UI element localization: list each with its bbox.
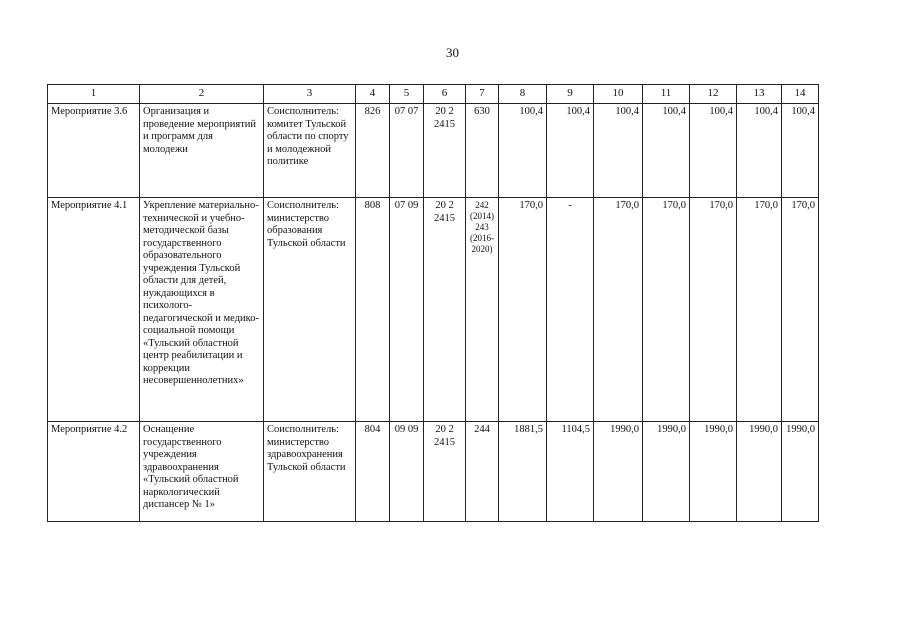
value-col-10: 170,0 <box>594 198 643 422</box>
column-header-8: 8 <box>499 85 547 104</box>
event-executor: Соисполнитель: комитет Тульской области по спорту и молодежной политике <box>264 104 356 198</box>
page-number: 30 <box>446 45 459 60</box>
column-header-9: 9 <box>547 85 594 104</box>
column-header-2: 2 <box>140 85 264 104</box>
expense-type: 630 <box>466 104 499 198</box>
table-row <box>48 104 819 198</box>
table-header <box>48 85 819 104</box>
value-col-8: 1881,5 <box>499 422 547 522</box>
target-code: 20 2 2415 <box>424 422 466 522</box>
event-id: Мероприятие 4.2 <box>48 422 140 522</box>
section-code: 07 07 <box>390 104 424 198</box>
column-header-4: 4 <box>356 85 390 104</box>
value-col-13: 170,0 <box>737 198 782 422</box>
value-col-12: 100,4 <box>690 104 737 198</box>
value-col-12: 1990,0 <box>690 422 737 522</box>
column-header-14: 14 <box>782 85 819 104</box>
expense-type: 242 (2014) 243 (2016-2020) <box>466 198 499 422</box>
target-code: 20 2 2415 <box>424 198 466 422</box>
value-col-11: 1990,0 <box>643 422 690 522</box>
value-col-8: 100,4 <box>499 104 547 198</box>
value-col-14: 170,0 <box>782 198 819 422</box>
value-col-9: 1104,5 <box>547 422 594 522</box>
column-header-10: 10 <box>594 85 643 104</box>
event-name: Укрепление материально-технической и учебно-методической базы государственного образовательного учреждения Тульской области для детей, нуждающихся в психолого-педагогической и медико-социальной помощи «Тульский областной центр реабилитации и коррекции несовершеннолетних» <box>140 198 264 422</box>
column-header-5: 5 <box>390 85 424 104</box>
event-name: Оснащение государственного учреждения здравоохранения «Тульский областной наркологический диспансер № 1» <box>140 422 264 522</box>
value-col-8: 170,0 <box>499 198 547 422</box>
value-col-11: 100,4 <box>643 104 690 198</box>
target-code: 20 2 2415 <box>424 104 466 198</box>
value-col-9: - <box>547 198 594 422</box>
table-row <box>48 422 819 522</box>
grbs-code: 808 <box>356 198 390 422</box>
value-col-13: 1990,0 <box>737 422 782 522</box>
column-header-6: 6 <box>424 85 466 104</box>
column-header-1: 1 <box>48 85 140 104</box>
event-executor: Соисполнитель: министерство образования Тульской области <box>264 198 356 422</box>
value-col-9: 100,4 <box>547 104 594 198</box>
value-col-14: 100,4 <box>782 104 819 198</box>
value-col-11: 170,0 <box>643 198 690 422</box>
budget-table <box>47 84 819 522</box>
value-col-14: 1990,0 <box>782 422 819 522</box>
column-header-13: 13 <box>737 85 782 104</box>
table-row <box>48 198 819 422</box>
value-col-10: 1990,0 <box>594 422 643 522</box>
expense-type: 244 <box>466 422 499 522</box>
value-col-13: 100,4 <box>737 104 782 198</box>
event-executor: Соисполнитель: министерство здравоохранения Тульской области <box>264 422 356 522</box>
column-header-7: 7 <box>466 85 499 104</box>
event-name: Организация и проведение мероприятий и программ для молодежи <box>140 104 264 198</box>
event-id: Мероприятие 4.1 <box>48 198 140 422</box>
value-col-10: 100,4 <box>594 104 643 198</box>
section-code: 07 09 <box>390 198 424 422</box>
grbs-code: 804 <box>356 422 390 522</box>
value-col-12: 170,0 <box>690 198 737 422</box>
column-header-12: 12 <box>690 85 737 104</box>
grbs-code: 826 <box>356 104 390 198</box>
section-code: 09 09 <box>390 422 424 522</box>
column-header-3: 3 <box>264 85 356 104</box>
column-header-11: 11 <box>643 85 690 104</box>
event-id: Мероприятие 3.6 <box>48 104 140 198</box>
